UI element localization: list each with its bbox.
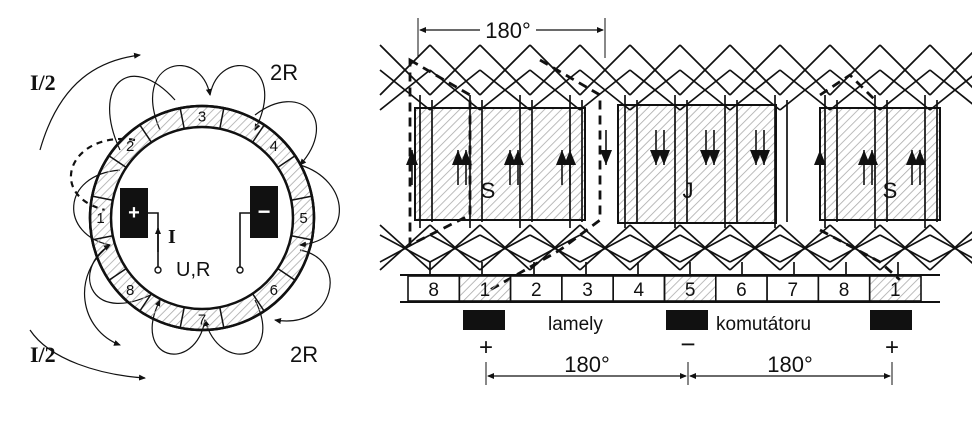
commutator-bar-label: 8 [838, 280, 850, 301]
commutator-bar-label: 4 [633, 280, 645, 301]
segment-label-2: 2 [126, 138, 135, 156]
commutator-bar-label: 1 [890, 280, 901, 301]
top-angle-label: 180° [485, 18, 531, 43]
pole-label-j: J [682, 178, 694, 203]
lap-winding-diagram [380, 16, 972, 385]
segment-label-4: 4 [269, 138, 278, 156]
brush-polarity-2: − [680, 329, 696, 359]
segment-label-6: 6 [269, 281, 278, 299]
plus-terminal [155, 267, 161, 273]
minus-brush-sign: − [257, 199, 271, 224]
commutator-bar-label: 6 [736, 280, 747, 301]
brush-minus [666, 310, 708, 330]
commutator-bar-label: 8 [428, 280, 439, 301]
current-label: I [168, 226, 176, 248]
commutator-strip [400, 275, 940, 302]
half-current-bottom: I/2 [30, 342, 56, 367]
brush-plus-2 [870, 310, 912, 330]
brush-polarity-3: + [884, 334, 900, 361]
caption-komutatoru: komutátoru [716, 314, 812, 335]
pole-label-s-right: S [882, 178, 898, 203]
pole-label-s-left: S [480, 178, 496, 203]
commutator-bar-label: 3 [582, 280, 593, 301]
plus-brush-sign: + [128, 202, 140, 224]
segment-label-1: 1 [96, 210, 105, 227]
segment-label-7: 7 [197, 311, 207, 329]
caption-lamely: lamely [548, 314, 603, 335]
minus-terminal [237, 267, 243, 273]
commutator-bar-label: 2 [530, 280, 542, 301]
top-angle-dimension [418, 16, 605, 58]
bottom-angle-label-1: 180° [564, 352, 610, 377]
half-current-top: I/2 [30, 70, 56, 95]
commutator-bar-label: 7 [787, 280, 799, 301]
pole-shoe-j [618, 105, 776, 223]
commutator-bar-label: 5 [684, 280, 696, 301]
resistance-bottom: 2R [290, 342, 319, 367]
segment-label-3: 3 [197, 108, 207, 126]
voltage-resistance-label: U,R [176, 259, 211, 281]
segment-label-5: 5 [299, 210, 308, 227]
brush-plus-1 [463, 310, 505, 330]
ring-winding-diagram [30, 55, 339, 378]
segment-label-8: 8 [126, 281, 135, 299]
brush-polarity-1: + [478, 334, 494, 361]
resistance-top: 2R [270, 60, 299, 85]
bottom-angle-label-2: 180° [767, 352, 813, 377]
commutator-bar-label: 1 [479, 280, 491, 301]
